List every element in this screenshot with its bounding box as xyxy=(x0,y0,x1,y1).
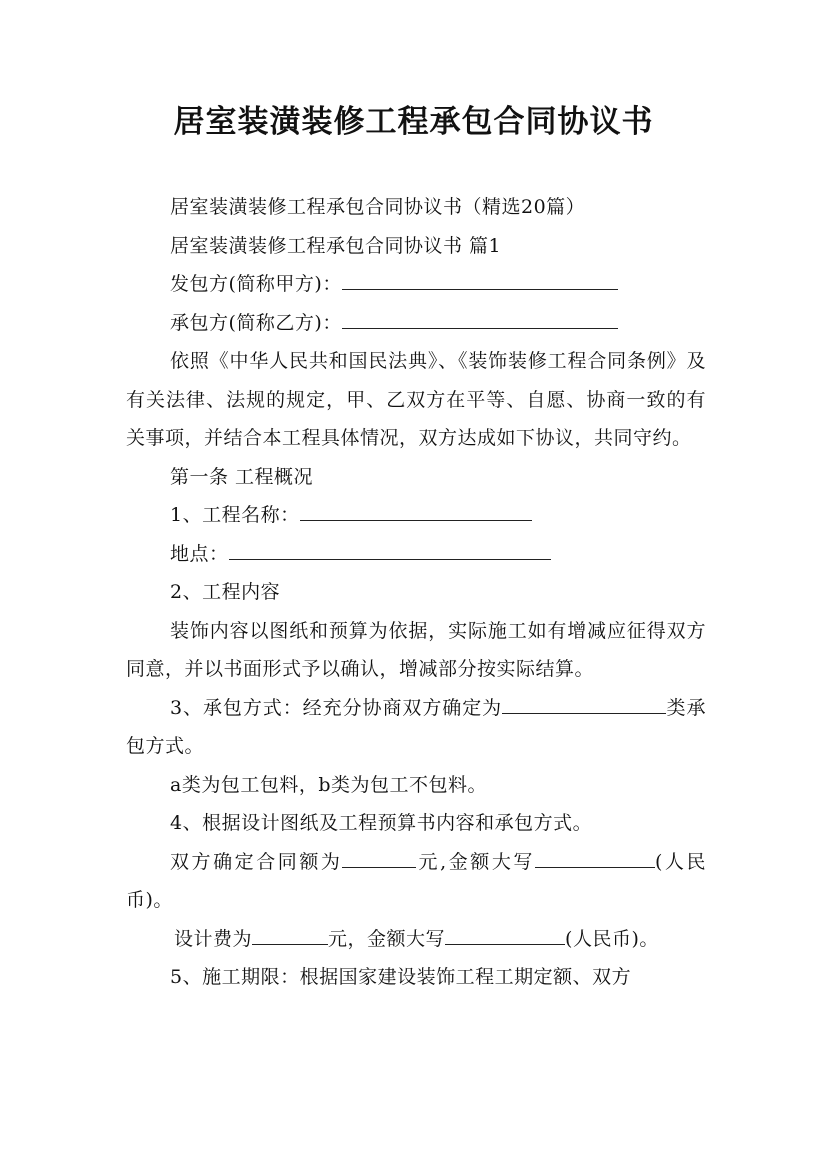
item3-paragraph xyxy=(126,689,706,766)
document-body xyxy=(126,188,706,997)
location-label: 地点： xyxy=(170,542,229,565)
contract-amount-prefix: 双方确定合同额为 xyxy=(170,850,343,873)
item2-heading: 2、工程内容 xyxy=(170,581,281,603)
party-b-blank[interactable] xyxy=(342,327,618,329)
design-fee-prefix: 设计费为 xyxy=(174,927,253,950)
contract-amount-words-blank[interactable] xyxy=(535,866,655,868)
rmb-close: 民币)。 xyxy=(126,850,706,911)
party-b-line xyxy=(126,304,706,343)
ab-note: a类为包工包料，b类为包工不包料。 xyxy=(170,773,487,796)
item3-text: 3、承包方式：经充分协商双方确定为 xyxy=(170,696,503,719)
design-fee-words-blank[interactable] xyxy=(445,943,565,945)
item4-paragraph: 4、根据设计图纸及工程预算书内容和承包方式。 xyxy=(170,812,593,834)
document-title: 居室装潢装修工程承包合同协议书 xyxy=(173,104,654,140)
design-fee-blank[interactable] xyxy=(252,943,328,945)
project-name-blank[interactable] xyxy=(300,519,532,521)
item1-label: 1、工程名称： xyxy=(170,504,300,526)
contract-amount-mid: 元,金额大写 xyxy=(416,850,535,873)
contract-amount-blank[interactable] xyxy=(342,866,416,868)
contract-type-blank[interactable] xyxy=(502,712,666,714)
party-a-line xyxy=(126,265,706,304)
article1-heading: 第一条 工程概况 xyxy=(170,465,314,488)
item1-line xyxy=(126,496,706,535)
item2-paragraph: 装饰内容以图纸和预算为依据，实际施工如有增减应征得双方同意，并以书面形式予以确认，增减部分按实际结算。 xyxy=(126,619,706,680)
preamble-paragraph: 依照《中华人民共和国民法典》、《装饰装修工程合同条例》及有关法律、法规的规定，甲、乙双方在平等、自愿、协商一致的有关事项，并结合本工程具体情况，双方达成如下协议，共同守约。 xyxy=(126,350,706,449)
document-subtitle: 居室装潢装修工程承包合同协议书（精选20篇） xyxy=(170,196,586,218)
party-a-label: 发包方(简称甲方)： xyxy=(170,273,342,295)
design-fee-suffix: (人民币)。 xyxy=(565,927,659,950)
location-line xyxy=(126,535,706,574)
item5-paragraph: 5、施工期限：根据国家建设装饰工程工期定额、双方 xyxy=(170,966,632,988)
item3-suffix: 类承包方式。 xyxy=(126,696,706,757)
party-b-label: 承包方(简称乙方)： xyxy=(170,311,342,334)
section-heading: 居室装潢装修工程承包合同协议书 篇1 xyxy=(170,234,502,257)
contract-amount-paragraph xyxy=(126,843,706,920)
location-blank[interactable] xyxy=(229,558,551,560)
design-fee-line xyxy=(126,920,706,959)
rmb-open: (人 xyxy=(654,850,687,873)
party-a-blank[interactable] xyxy=(342,288,618,290)
design-fee-mid: 元，金额大写 xyxy=(328,927,446,950)
